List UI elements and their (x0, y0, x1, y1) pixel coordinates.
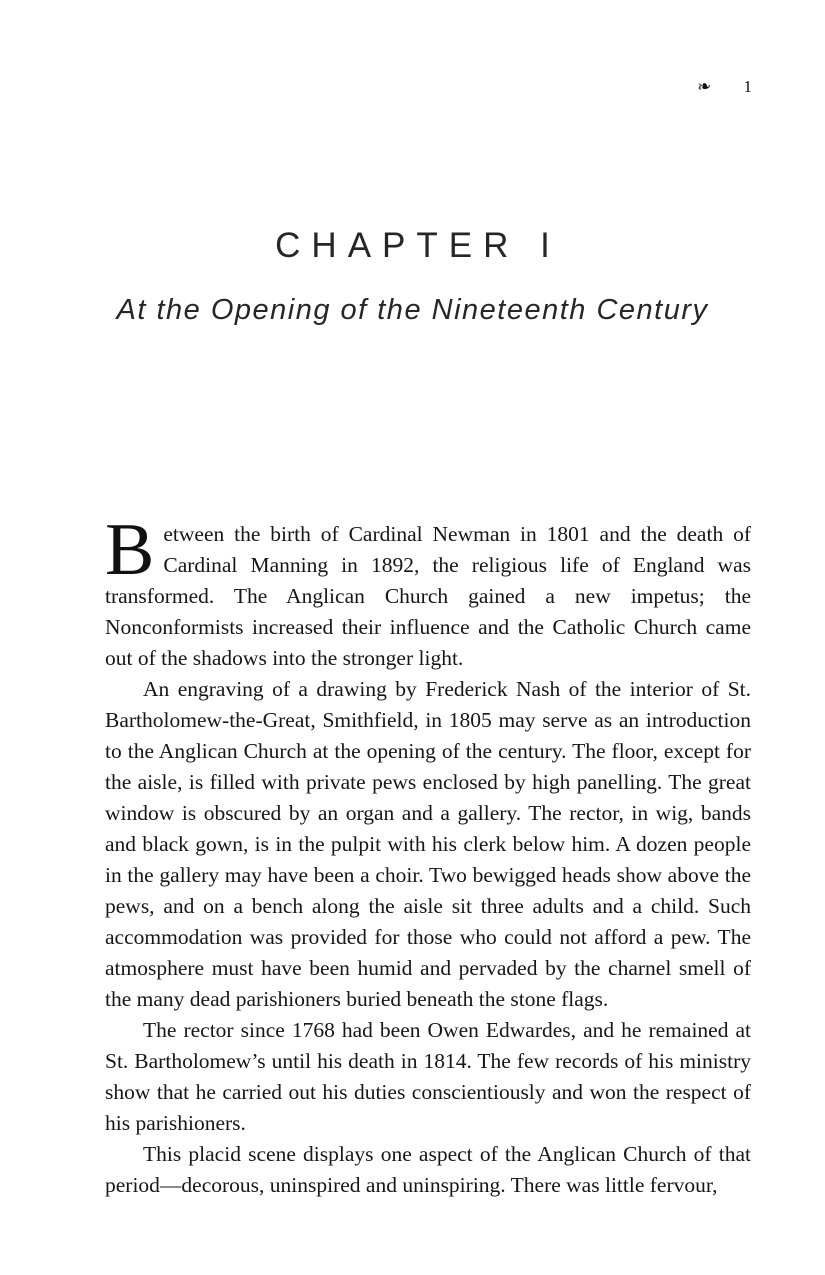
drop-cap: B (105, 509, 155, 591)
paragraph-1-text: etween the birth of Cardinal Newman in 1801 and the death of Cardinal Manning in 1892, the religious life of England was transformed. The Anglican Church gained a new impetus; the Nonconformists increased their influence and the Catholic Church came out of the shadows into the stronger light. (105, 522, 751, 670)
chapter-subtitle: At the Opening of the Nineteenth Century (116, 294, 709, 326)
page-number: 1 (743, 77, 753, 96)
paragraph-1 (105, 509, 751, 674)
fleuron-ornament-icon: ❧ (695, 76, 713, 97)
running-head (697, 78, 753, 95)
body-text-block (105, 509, 751, 1201)
paragraph-2: An engraving of a drawing by Frederick Nash of the interior of St. Bartholomew-the-Great, Smithfield, in 1805 may serve as an introduction to the Anglican Church at the opening of the century. The floor, except for the aisle, is filled with private pews enclosed by high panelling. The great window is obscured by an organ and a gallery. The rector, in wig, bands and black gown, is in the pulpit with his clerk below him. A dozen people in the gallery may have been a choir. Two bewigged heads show above the pews, and on a bench along the aisle sit three adults and a child. Such accommodation was provided for those who could not afford a pew. The atmosphere must have been humid and pervaded by the charnel smell of the many dead parishioners buried beneath the stone flags. (105, 677, 751, 1011)
paragraph-3: The rector since 1768 had been Owen Edwardes, and he remained at St. Bartholomew’s until his death in 1814. The few records of his ministry show that he carried out his duties conscientiously and won the respect of his parishioners. (105, 1018, 751, 1135)
paragraph-4: This placid scene displays one aspect of the Anglican Church of that period—decorous, uninspired and uninspiring. There was little fervour, (105, 1142, 751, 1197)
chapter-heading: CHAPTER I (275, 226, 561, 265)
